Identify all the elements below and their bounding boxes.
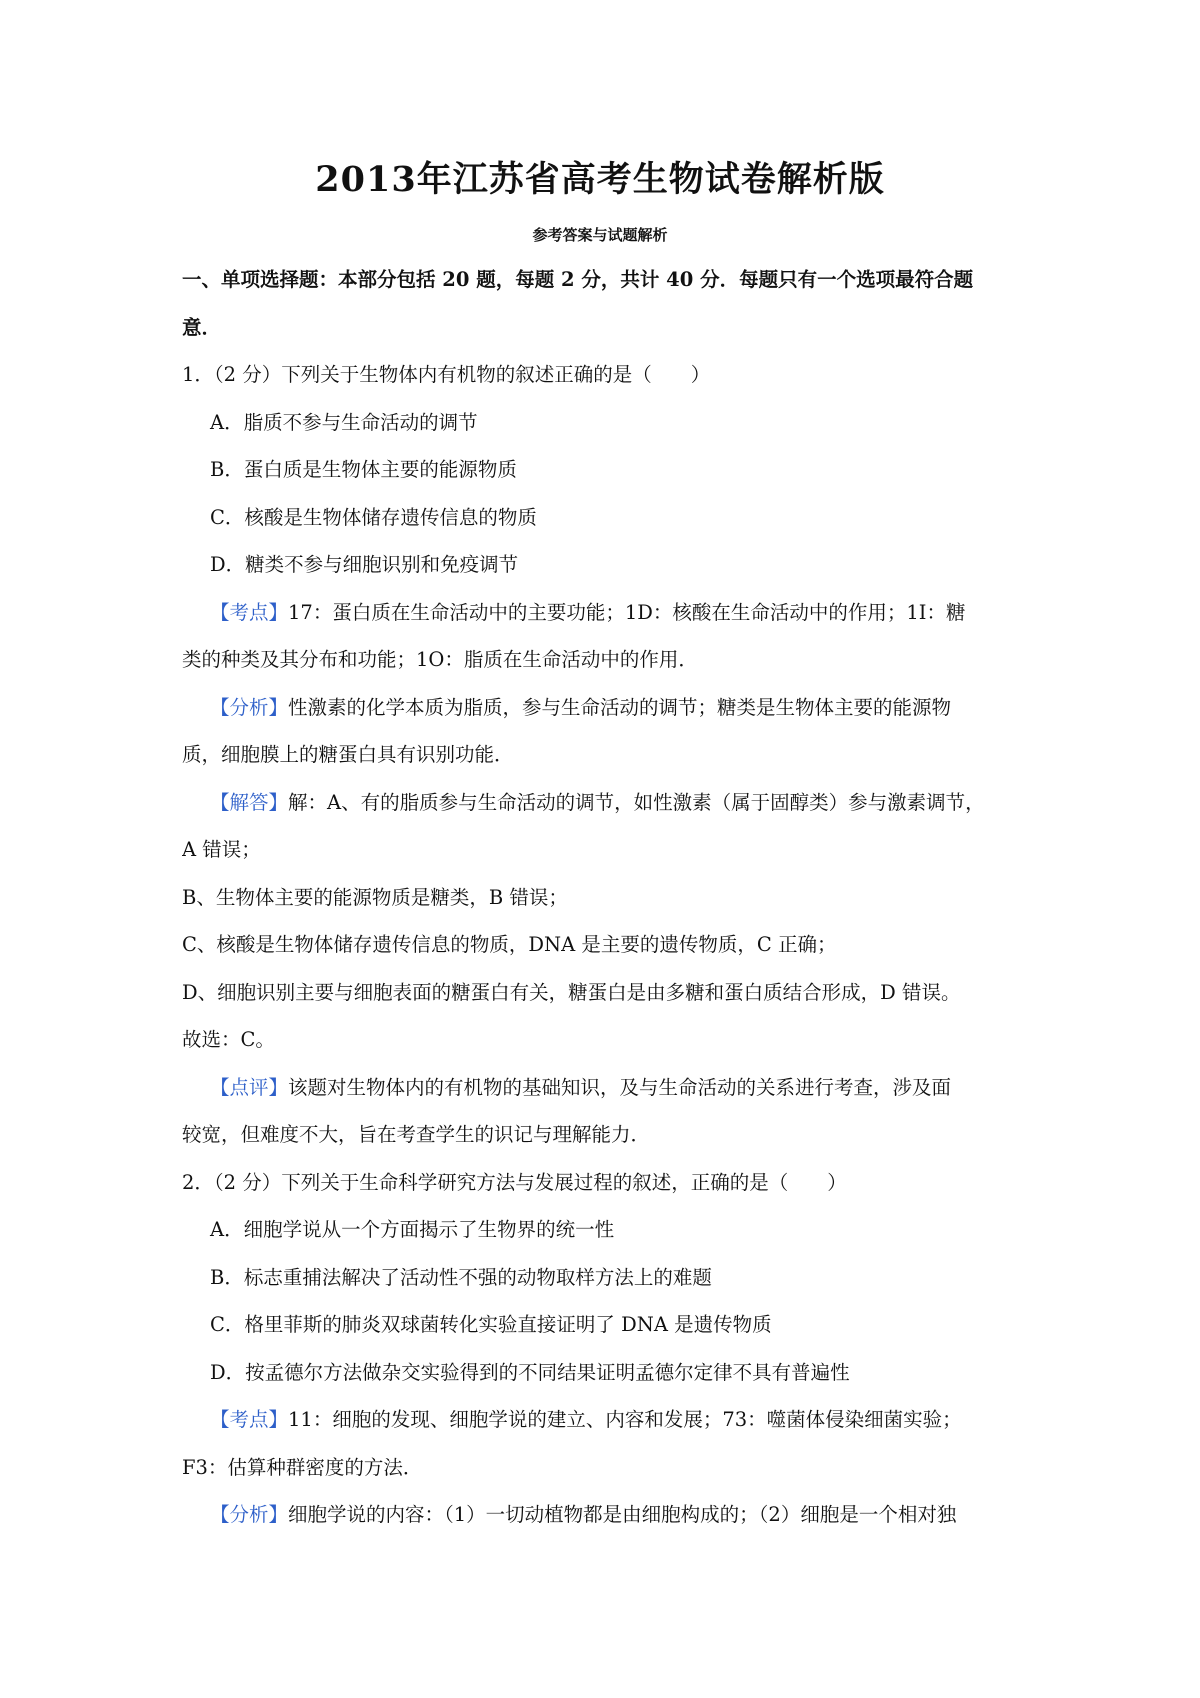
question-2-fenxi [182,1491,1032,1539]
question-2-kaodian-cont: F3：估算种群密度的方法． [182,1455,423,1479]
question-2-kaodian [182,1396,1032,1444]
fenxi-text: 性激素的化学本质为脂质，参与生命活动的调节；糖类是生物体主要的能源物 [288,695,952,719]
question-1-option-d: D．糖类不参与细胞识别和免疫调节 [210,553,519,576]
document-body [182,256,1032,1539]
fenxi-tag: 【分析】 [210,1503,289,1526]
jieda-tag: 【解答】 [210,790,289,814]
question-2-option-a: A．细胞学说从一个方面揭示了生物界的统一性 [210,1218,615,1241]
dianping-tag: 【点评】 [210,1075,289,1099]
question-1-kaodian [182,589,1032,637]
section-heading-line-1: 一、单项选择题：本部分包括 20 题，每题 2 分，共计 40 分．每题只有一个选项最符合题 [182,268,974,291]
dianping-text: 该题对生物体内的有机物的基础知识，及与生命活动的关系进行考查，涉及面 [288,1075,952,1099]
page-subtitle: 参考答案与试题解析 [532,226,668,244]
page-title: 2013年江苏省高考生物试卷解析版 [315,159,885,200]
question-2-option-c: C．格里菲斯的肺炎双球菌转化实验直接证明了 DNA 是遗传物质 [210,1313,772,1336]
question-1-dianping-cont: 较宽，但难度不大，旨在考查学生的识记与理解能力． [182,1123,651,1146]
question-1-dianping [182,1064,1032,1112]
question-1-jieda [182,779,1032,827]
kaodian-tag: 【考点】 [210,600,289,624]
kaodian-text: 11：细胞的发现、细胞学说的建立、内容和发展；73：噬菌体侵染细菌实验； [288,1408,962,1431]
jieda-text: 解：A、有的脂质参与生命活动的调节，如性激素（属于固醇类）参与激素调节， [288,790,985,814]
question-2-stem: 2．（2 分）下列关于生命科学研究方法与发展过程的叙述，正确的是（ ） [182,1170,847,1194]
question-1-jieda-line-5: D、细胞识别主要与细胞表面的糖蛋白有关，糖蛋白是由多糖和蛋白质结合形成，D 错误。 [182,980,961,1004]
kaodian-text: 17：蛋白质在生命活动中的主要功能；1D：核酸在生命活动中的作用；1I：糖 [288,600,966,624]
question-1-stem: 1．（2 分）下列关于生物体内有机物的叙述正确的是（ ） [182,363,711,386]
question-1-option-b: B．蛋白质是生物体主要的能源物质 [210,458,517,481]
question-1-jieda-line-6: 故选：C。 [182,1028,275,1051]
question-1-option-a: A．脂质不参与生命活动的调节 [210,410,478,434]
question-1-jieda-line-4: C、核酸是生物体储存遗传信息的物质，DNA 是主要的遗传物质，C 正确； [182,933,837,956]
question-1-fenxi [182,684,1032,732]
question-2-option-b: B．标志重捕法解决了活动性不强的动物取样方法上的难题 [210,1265,712,1289]
question-1-fenxi-cont: 质，细胞膜上的糖蛋白具有识别功能． [182,743,514,766]
question-1-option-c: C．核酸是生物体储存遗传信息的物质 [210,505,537,529]
fenxi-text: 细胞学说的内容：（1）一切动植物都是由细胞构成的；（2）细胞是一个相对独 [288,1503,957,1526]
question-2-option-d: D．按孟德尔方法做杂交实验得到的不同结果证明孟德尔定律不具有普遍性 [210,1360,850,1384]
question-1-kaodian-cont: 类的种类及其分布和功能；1O：脂质在生命活动中的作用． [182,648,698,671]
question-1-jieda-line-2: A 错误； [182,838,261,861]
question-1-jieda-line-3: B、生物体主要的能源物质是糖类，B 错误； [182,885,568,909]
kaodian-tag: 【考点】 [210,1408,289,1431]
fenxi-tag: 【分析】 [210,695,289,719]
section-heading-line-2: 意． [182,315,222,339]
